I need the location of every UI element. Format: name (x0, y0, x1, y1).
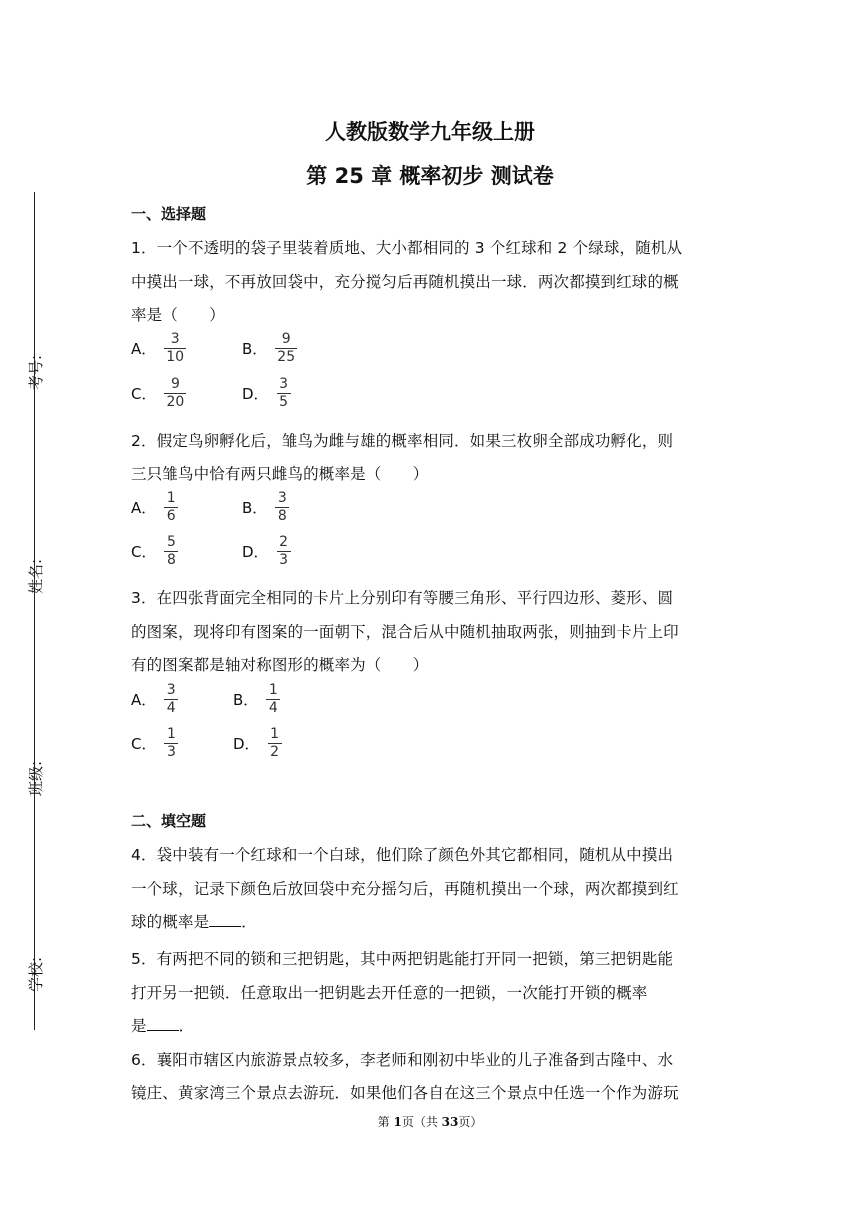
question-3-option-a: A． $\frac{3}{4}$ (131, 683, 178, 716)
question-2-option-b: B． $\frac{3}{8}$ (242, 491, 289, 524)
fraction: $\frac{1}{2}$ (268, 727, 282, 760)
question-3-option-b: B． $\frac{1}{4}$ (233, 683, 280, 716)
margin-line (34, 192, 35, 1030)
document-title: 人教版数学九年级上册 (325, 120, 535, 144)
question-2-option-a: A． $\frac{1}{6}$ (131, 491, 178, 524)
answer-blank[interactable] (209, 912, 241, 927)
question-1-option-a: A． $\frac{3}{10}$ (131, 331, 185, 365)
fraction: $\frac{1}{6}$ (164, 491, 178, 524)
question-5-line-2: 打开另一把锁．任意取出一把钥匙去开任意的一把锁，一次能打开锁的概率 (131, 984, 648, 1002)
page-footer: 第 1页（共 33页） (377, 1115, 483, 1129)
question-3-option-d: D． $\frac{1}{2}$ (233, 727, 282, 760)
question-4-line-2: 一个球，记录下颜色后放回袋中充分摇匀后，再随机摸出一个球，两次都摸到红 (131, 880, 679, 898)
question-1-option-b: B． $\frac{9}{25}$ (242, 331, 296, 365)
fraction: $\frac{3}{8}$ (275, 491, 289, 524)
question-4-line-1: 4．袋中装有一个红球和一个白球，他们除了颜色外其它都相同，随机从中摸出 (131, 846, 674, 864)
school-label: 学校: (27, 956, 46, 993)
fraction: $\frac{3}{5}$ (277, 377, 291, 410)
name-label: 姓名: (27, 558, 46, 595)
question-2-line-2: 三只雏鸟中恰有两只雌鸟的概率是（ ） (131, 465, 429, 483)
fraction: $\frac{5}{8}$ (164, 535, 178, 568)
question-2-option-d: D． $\frac{2}{3}$ (242, 535, 291, 568)
exam-number-label: 考号: (27, 354, 46, 391)
question-1-line-1: 1．一个不透明的袋子里装着质地、大小都相同的 3 个红球和 2 个绿球，随机从 (131, 239, 683, 257)
fraction: $\frac{9}{25}$ (277, 331, 296, 365)
question-6-line-1: 6．襄阳市辖区内旅游景点较多，李老师和刚初中毕业的儿子准备到古隆中、水 (131, 1051, 674, 1069)
question-1-option-c: C． $\frac{9}{20}$ (131, 376, 185, 410)
document-subtitle: 第 25 章 概率初步 测试卷 (306, 164, 554, 188)
question-6-line-2: 镜庄、黄家湾三个景点去游玩．如果他们各自在这三个景点中任选一个作为游玩 (131, 1084, 679, 1102)
fraction: $\frac{3}{4}$ (164, 683, 178, 716)
class-label: 班级: (27, 760, 46, 797)
page-total: 33 (441, 1115, 459, 1129)
question-5-line-3: 是 ． (131, 1017, 195, 1035)
fraction: $\frac{1}{4}$ (266, 683, 280, 716)
question-3-option-c: C． $\frac{1}{3}$ (131, 727, 178, 760)
question-2-option-c: C． $\frac{5}{8}$ (131, 535, 178, 568)
fraction: $\frac{3}{10}$ (166, 331, 185, 365)
question-2-line-1: 2．假定鸟卵孵化后，雏鸟为雌与雄的概率相同．如果三枚卵全部成功孵化，则 (131, 432, 674, 450)
fraction: $\frac{9}{20}$ (166, 376, 185, 410)
fraction: $\frac{1}{3}$ (164, 727, 178, 760)
answer-blank[interactable] (147, 1016, 179, 1031)
section-heading-fill: 二、填空题 (131, 812, 207, 830)
question-5-line-1: 5．有两把不同的锁和三把钥匙，其中两把钥匙能打开同一把锁，第三把钥匙能 (131, 950, 674, 968)
question-1-line-3: 率是（ ） (131, 306, 225, 324)
question-1-option-d: D． $\frac{3}{5}$ (242, 377, 291, 410)
question-3-line-2: 的图案，现将印有图案的一面朝下，混合后从中随机抽取两张，则抽到卡片上印 (131, 623, 679, 641)
question-4-line-3: 球的概率是 ． (131, 913, 257, 931)
fraction: $\frac{2}{3}$ (277, 535, 291, 568)
question-3-line-3: 有的图案都是轴对称图形的概率为（ ） (131, 656, 429, 674)
section-heading-choice: 一、选择题 (131, 205, 207, 223)
page-number: 1 (393, 1115, 402, 1129)
question-1-line-2: 中摸出一球，不再放回袋中，充分搅匀后再随机摸出一球．两次都摸到红球的概 (131, 273, 679, 291)
question-3-line-1: 3．在四张背面完全相同的卡片上分别印有等腰三角形、平行四边形、菱形、圆 (131, 589, 674, 607)
